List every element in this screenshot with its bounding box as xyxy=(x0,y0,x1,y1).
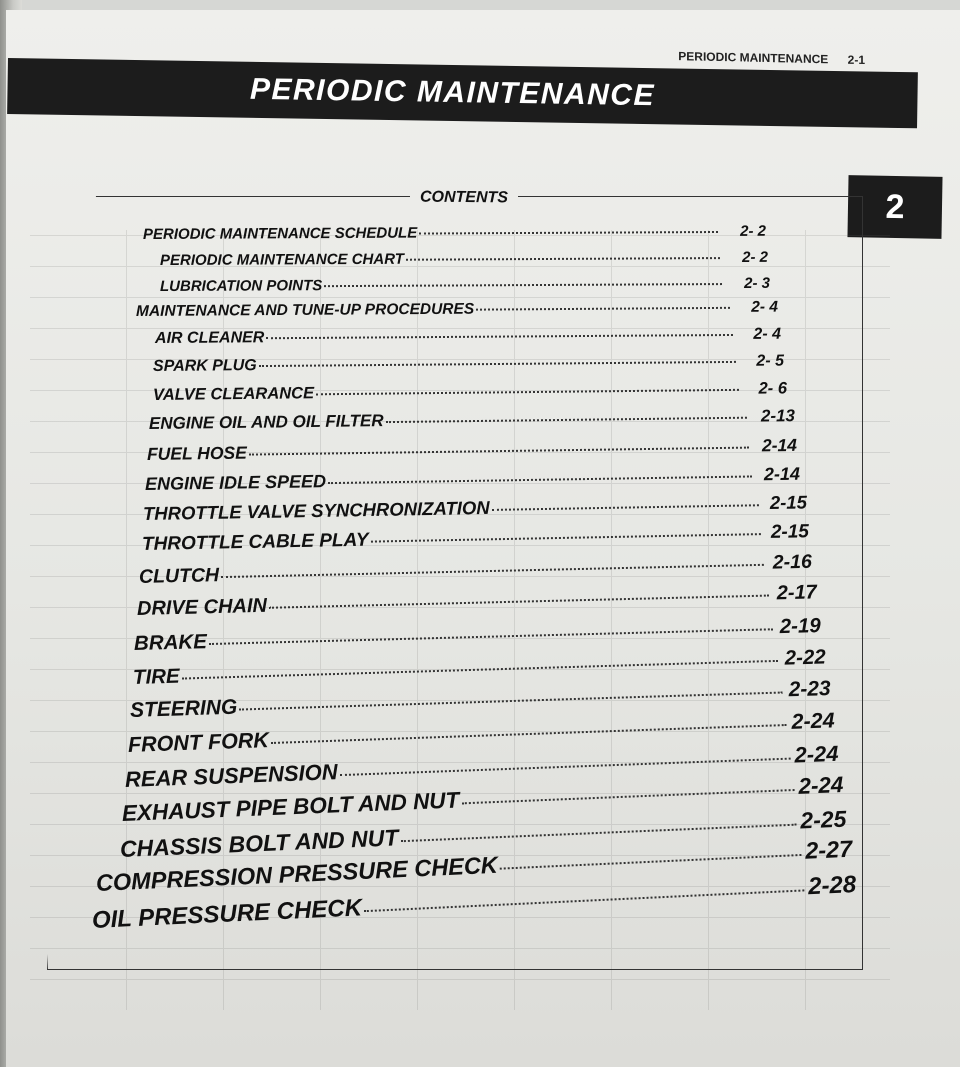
toc-entry-page: 2- 6 xyxy=(758,379,788,398)
toc-entry-label: VALVE CLEARANCE xyxy=(152,384,315,404)
toc-entry-page: 2-14 xyxy=(761,434,798,456)
toc-leader-dots xyxy=(419,231,718,235)
toc-entry-page: 2-28 xyxy=(807,870,857,901)
toc-leader-dots xyxy=(316,389,739,395)
toc-entry-page: 2- 5 xyxy=(756,352,785,370)
running-head-page-number: 2-1 xyxy=(847,52,865,68)
toc-entry-page: 2-15 xyxy=(770,521,810,543)
toc-entry-label: TIRE xyxy=(132,664,181,689)
toc-entry xyxy=(160,275,770,295)
toc-entry-label: PERIODIC MAINTENANCE SCHEDULE xyxy=(142,224,418,243)
toc-entry-page: 2-24 xyxy=(794,740,839,768)
toc-entry-label: COMPRESSION PRESSURE CHECK xyxy=(95,851,499,896)
toc-leader-dots xyxy=(492,504,759,511)
toc-leader-dots xyxy=(328,475,752,484)
toc-entry-label: PERIODIC MAINTENANCE CHART xyxy=(159,250,404,269)
toc-leader-dots xyxy=(386,417,747,423)
toc-entry xyxy=(143,223,766,243)
toc-entry-page: 2- 4 xyxy=(751,298,779,316)
toc-leader-dots xyxy=(324,283,722,287)
toc-entry-page: 2-14 xyxy=(763,463,801,485)
toc-entry-label: FRONT FORK xyxy=(127,728,270,757)
toc-entry-label: BRAKE xyxy=(133,630,208,655)
toc-leader-dots xyxy=(371,533,761,542)
toc-entry-label: AIR CLEANER xyxy=(154,329,265,347)
toc-entry-page: 2-25 xyxy=(799,805,847,834)
toc-entry-label: ENGINE IDLE SPEED xyxy=(144,471,327,494)
toc-entry-page: 2-23 xyxy=(788,676,831,702)
toc-entry-page: 2-15 xyxy=(769,491,808,514)
toc-leader-dots xyxy=(476,307,730,311)
toc-entry-label: MAINTENANCE AND TUNE-UP PROCEDURES xyxy=(135,300,475,320)
toc-entry-page: 2- 4 xyxy=(753,325,782,343)
toc-leader-dots xyxy=(266,334,733,339)
toc-entry-label: FUEL HOSE xyxy=(146,442,247,464)
toc-entry xyxy=(160,249,768,269)
toc-entry-page: 2- 2 xyxy=(740,222,767,240)
toc-entry-page: 2-24 xyxy=(791,708,835,734)
toc-leader-dots xyxy=(221,564,764,578)
toc-entry-page: 2-16 xyxy=(772,550,813,574)
toc-entry-page: 2-17 xyxy=(776,581,818,605)
toc-leader-dots xyxy=(259,361,736,367)
toc-entry-page: 2-13 xyxy=(760,406,796,426)
chapter-number-tab: 2 xyxy=(847,175,942,239)
toc-entry-label: CHASSIS BOLT AND NUT xyxy=(119,824,399,862)
running-head-title: PERIODIC MAINTENANCE xyxy=(678,49,829,67)
toc-entry-page: 2-27 xyxy=(804,835,853,864)
toc-entry-label: THROTTLE VALVE SYNCHRONIZATION xyxy=(142,496,490,524)
toc-leader-dots xyxy=(269,595,769,609)
toc-entry-label: DRIVE CHAIN xyxy=(136,594,268,620)
toc-entry-label: LUBRICATION POINTS xyxy=(159,277,323,295)
toc-entry-page: 2-19 xyxy=(779,614,822,639)
toc-entry-label: CLUTCH xyxy=(138,564,220,588)
toc-leader-dots xyxy=(406,257,720,261)
toc-entry-label: STEERING xyxy=(129,695,238,722)
toc-entry-label: SPARK PLUG xyxy=(152,357,257,375)
toc-entry-page: 2-22 xyxy=(784,645,827,670)
toc-entry-page: 2-24 xyxy=(797,772,844,799)
toc-entry-label: THROTTLE CABLE PLAY xyxy=(141,529,369,555)
chapter-title: PERIODIC MAINTENANCE xyxy=(249,72,656,113)
toc-entry-label: EXHAUST PIPE BOLT AND NUT xyxy=(121,787,460,826)
toc-leader-dots xyxy=(249,447,749,456)
toc-entry-page: 2- 2 xyxy=(742,248,769,266)
toc-entry-label: REAR SUSPENSION xyxy=(124,759,339,792)
toc-entry-label: ENGINE OIL AND OIL FILTER xyxy=(148,411,384,433)
toc-entry-label: OIL PRESSURE CHECK xyxy=(91,894,363,934)
contents-heading: CONTENTS xyxy=(410,189,518,208)
toc-entry-page: 2- 3 xyxy=(744,274,771,292)
